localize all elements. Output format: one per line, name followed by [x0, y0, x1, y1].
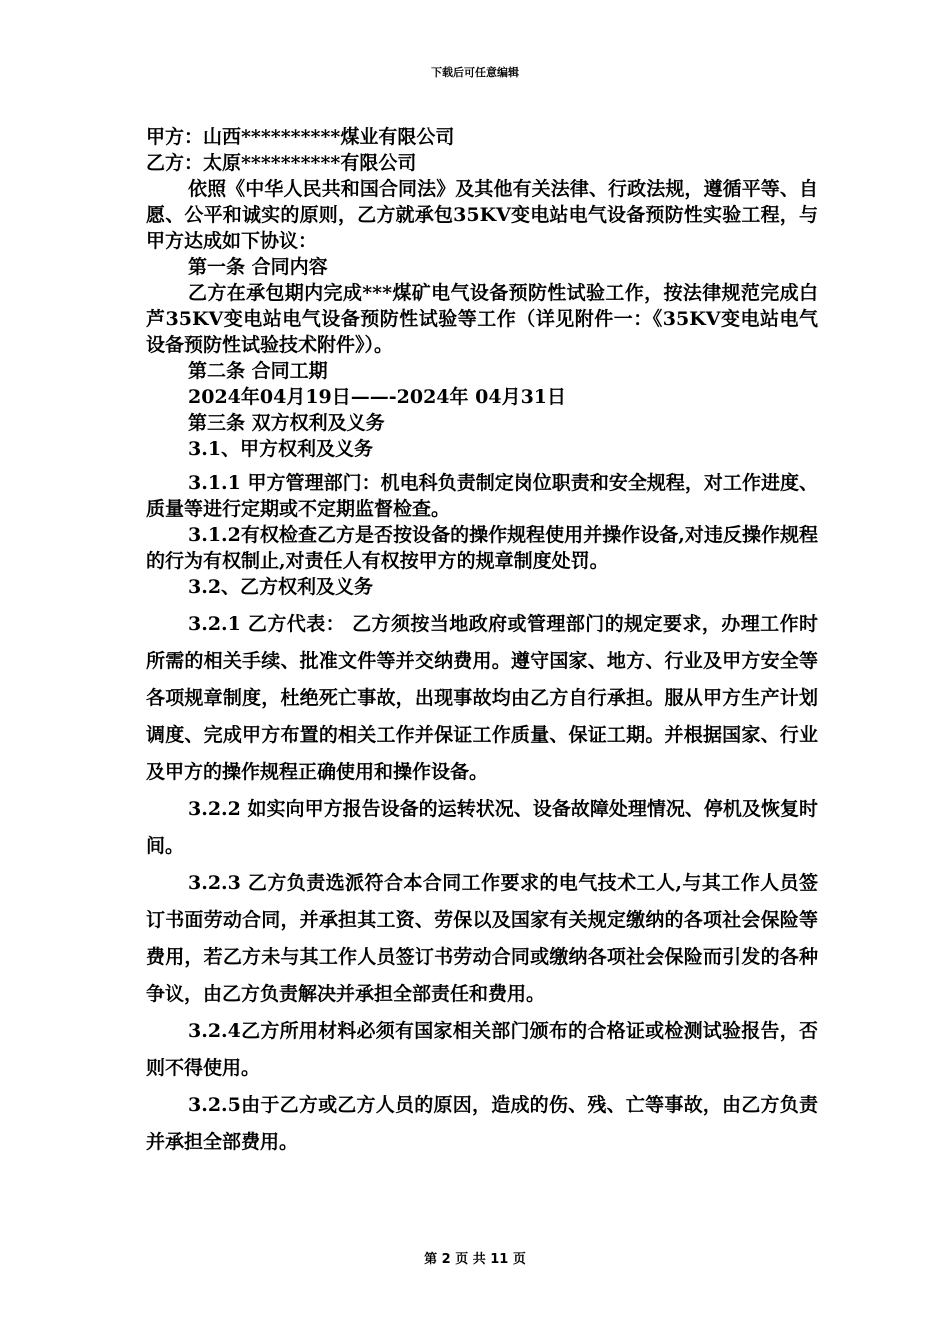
preamble-paragraph: 依照《中华人民共和国合同法》及其他有关法律、行政法规，遵循平等、自愿、公平和诚实的原则，乙方就承包35KV变电站电气设备预防性实验工程，与甲方达成如下协议：: [146, 178, 818, 252]
article-1-heading: 第一条 合同内容: [188, 256, 328, 278]
article-1-body: 乙方在承包期内完成***煤矿电气设备预防性试验工作，按法律规范完成白芦35KV变电站电气设备预防性试验等工作（详见附件一：《35KV变电站电气设备预防性试验技术附件》）。: [146, 282, 818, 356]
clause-3-2-2: 3.2.2 如实向甲方报告设备的运转状况、设备故障处理情况、停机及恢复时间。: [146, 798, 818, 857]
article-2-heading: 第二条 合同工期: [188, 360, 328, 382]
section-3-2-heading: 3.2、乙方权利及义务: [188, 576, 374, 598]
clause-3-1-1: 3.1.1 甲方管理部门：机电科负责制定岗位职责和安全规程，对工作进度、质量等进行定期或不定期监督检查。: [146, 472, 818, 520]
party-a-line: 甲方：山西**********煤业有限公司: [146, 126, 455, 148]
section-3-1-heading: 3.1、甲方权利及义务: [188, 438, 374, 460]
page-footer: 第 2 页 共 11 页: [424, 1252, 526, 1267]
clause-3-2-4: 3.2.4乙方所用材料必须有国家相关部门颁布的合格证或检测试验报告，否则不得使用。: [146, 1020, 818, 1079]
document-body: [146, 124, 818, 1161]
article-3-heading: 第三条 双方权利及义务: [188, 412, 385, 434]
clause-3-2-3: 3.2.3 乙方负责选派符合本合同工作要求的电气技术工人,与其工作人员签订书面劳动合同，并承担其工资、劳保以及国家有关规定缴纳的各项社会保险等费用，若乙方未与其工作人员签订书劳动合同或缴纳各项社会保险而引发的各种争议，由乙方负责解决并承担全部责任和费用。: [146, 872, 818, 1005]
party-b-line: 乙方：太原**********有限公司: [146, 152, 417, 174]
clause-3-2-5: 3.2.5由于乙方或乙方人员的原因，造成的伤、残、亡等事故，由乙方负责并承担全部费用。: [146, 1094, 818, 1153]
contract-period: 2024年04月19日——-2024年 04月31日: [188, 386, 567, 408]
clause-3-1-2: 3.1.2有权检查乙方是否按设备的操作规程使用并操作设备,对违反操作规程的行为有权制止,对责任人有权按甲方的规章制度处罚。: [146, 524, 818, 572]
page-header: 下载后可任意编辑: [431, 66, 519, 79]
clause-3-2-1: 3.2.1 乙方代表： 乙方须按当地政府或管理部门的规定要求，办理工作时所需的相关手续、批准文件等并交纳费用。遵守国家、地方、行业及甲方安全等各项规章制度，杜绝死亡事故，出现事故均由乙方自行承担。服从甲方生产计划调度、完成甲方布置的相关工作并保证工作质量、保证工期。并根据国家、行业及甲方的操作规程正确使用和操作设备。: [146, 613, 818, 783]
